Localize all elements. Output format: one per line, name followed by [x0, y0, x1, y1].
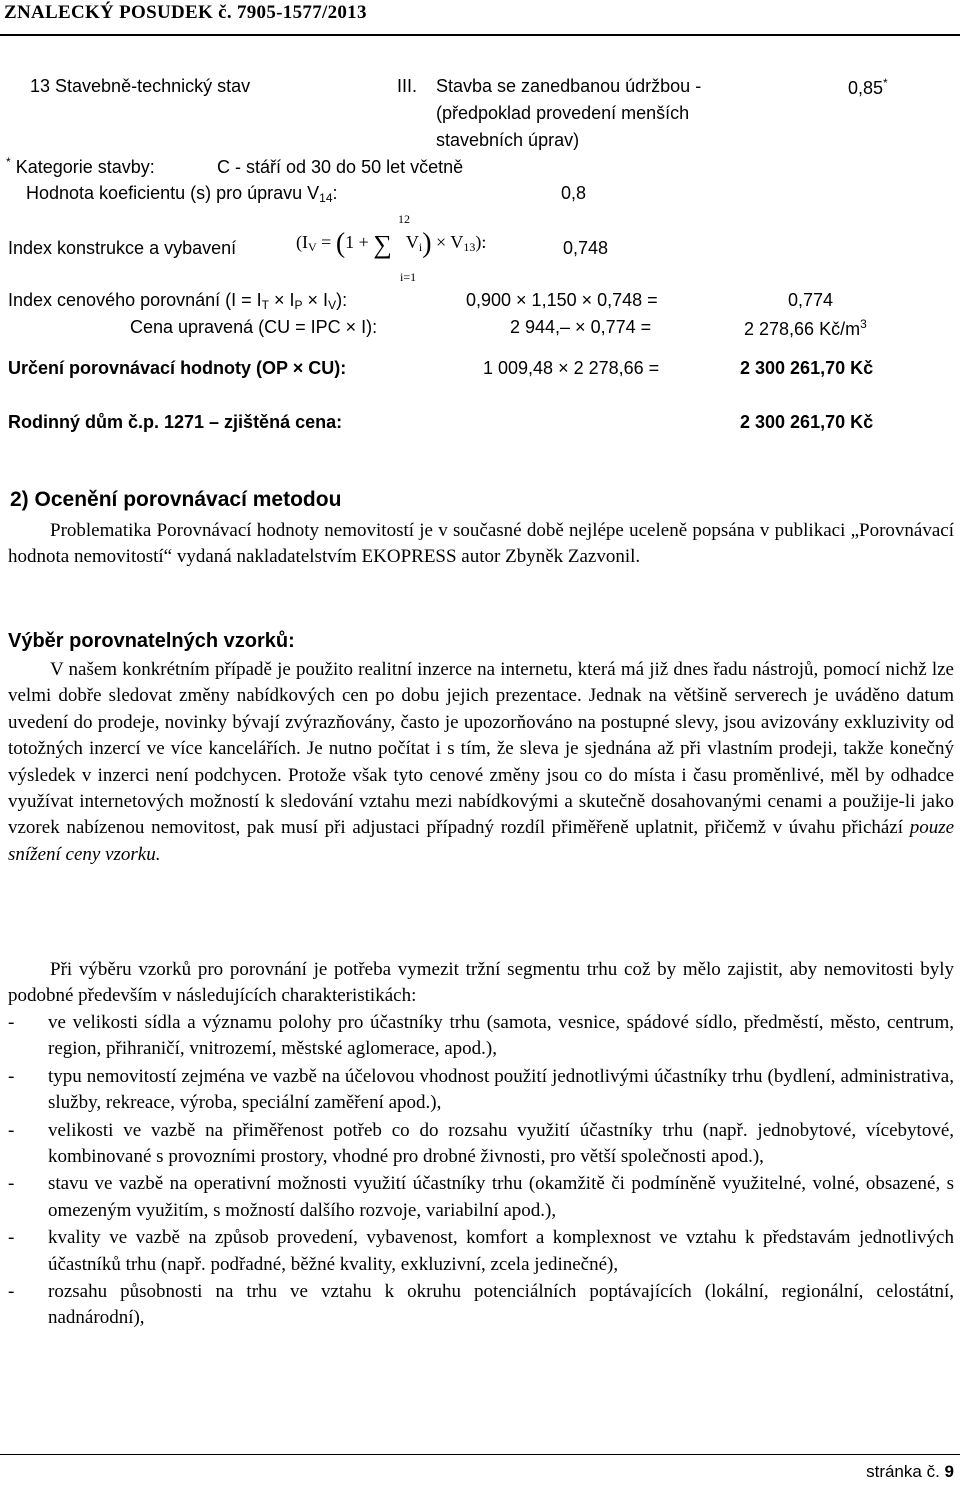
footer-rule	[0, 1454, 960, 1455]
condition-line1: Stavba se zanedbanou údržbou -	[436, 76, 702, 96]
samples-heading: Výběr porovnatelných vzorků:	[8, 630, 295, 652]
sigma-symbol: ∑	[373, 230, 392, 259]
coefficient-label: Hodnota koeficientu (s) pro úpravu $V_{14}$:	[26, 183, 338, 205]
comparative-value-calc: 1 009,48 × 2 278,66 =	[483, 358, 660, 378]
adjusted-price-value: 2 278,66 $Kč/m^3$	[744, 317, 867, 339]
section-heading: 2) Ocenění porovnávací metodou	[10, 488, 342, 511]
house-price-label: Rodinný dům č.p. 1271 – zjištěná cena:	[8, 412, 343, 432]
comparison-index-label: Index cenového porovnání $(I = I_T \times I_P \times I_V)$:	[8, 290, 348, 312]
adjusted-price-calc: 2 944,– × 0,774 =	[510, 317, 652, 337]
construction-index-value: 0,748	[563, 238, 609, 258]
construction-index-label: Index konstrukce a vybavení	[8, 238, 237, 258]
list-item: - rozsahu působnosti na trhu ve vztahu k okruhu potenciálních poptávajících (lokální, regionální, celostátní, nadnárodní),	[8, 1281, 954, 1329]
comparative-value-result: 2 300 261,70 Kč	[740, 358, 874, 378]
comparative-value-label: Určení porovnávací hodnoty (OP × CU):	[8, 358, 347, 378]
page-number: stránka č. 9	[866, 1462, 954, 1481]
condition-value: 0,85*	[848, 76, 888, 98]
document-title: ZNALECKÝ POSUDEK č. 7905-1577/2013	[4, 2, 367, 23]
condition-class: III.	[397, 76, 418, 96]
list-item: - stavu ve vazbě na operativní možnosti využití účastníky trhu (okamžitě či podmíněně využitelné, volné, obsazené, s omezeným využitím, s možností dalšího rozvoje, variabilní apod.),	[8, 1173, 954, 1221]
category-value: C - stáří od 30 do 50 let včetně	[217, 157, 464, 177]
list-item: - velikosti ve vazbě na přiměřenost potřeb co do rozsahu využití účastníky trhu (např. jednobytové, vícebytové, kombinované s provozními prostory, vhodné pro drobné živnosti, pro větší společnosti apod.),	[8, 1119, 954, 1168]
section-intro: Problematika Porovnávací hodnoty nemovitostí je v současné době nejlépe uceleně popsána v publikaci „Porovnávací hodnota nemovitostí“ vydaná nakladatelstvím EKOPRESS autor Zbyněk Zazvonil.	[8, 520, 954, 568]
adjusted-price-label: Cena upravená (CU = IPC × I):	[130, 317, 378, 337]
characteristics-list	[8, 1010, 954, 1333]
condition-line2: (předpoklad provedení menších	[436, 103, 690, 123]
list-item: - typu nemovitostí zejména ve vazbě na účelovou vhodnost použití jednotlivými účastníky trhu (bydlení, administrativa, služby, rekreace, výroba, speciální zaměření apod.),	[8, 1065, 954, 1114]
comparison-index-value: 0,774	[788, 290, 834, 310]
sigma-upper-limit: 12	[398, 212, 410, 226]
header-rule	[0, 34, 960, 36]
condition-label: 13 Stavebně-technický stav	[30, 76, 251, 96]
condition-line3: stavebních úprav)	[436, 130, 580, 150]
comparison-index-calc: 0,900 × 1,150 × 0,748 =	[466, 290, 658, 310]
samples-paragraph-1: V našem konkrétním případě je použito realitní inzerce na internetu, která má již dnes řadu nástrojů, pomocí nichž lze velmi dobře sledovat změny nabídkových cen po dobu jejich prezentace. Jednak na většině serverech je uváděno datum uvedení do prodeje, novinky bývají zvýrazňovány, často je upozorňováno na postupné slevy, jsou avizovány exkluzivity od totožných inzercí ve více kancelářích. Je nutno počítat i s tím, že sleva je sjednána až při vlastním prodeji, takže konečný výsledek v inzerci není podchycen. Protože však tyto cenové změny jsou co do místa i času proměnlivé, měl by odhadce využívat internetových možností k sledování vztahu mezi nabídkovými a skutečně dosahovanými cenami a použije-li jako vzorek nabízenou nemovitost, pak musí při adjustaci případný rozdíl přiměřeně uplatnit, přičemž v úvahu přichází pouze snížení ceny vzorku.	[8, 659, 955, 865]
samples-paragraph-2: Při výběru vzorků pro porovnání je potřeba vymezit tržní segmentu trhu což by mělo zajistit, aby nemovitosti byly podobné především v následujících charakteristikách:	[8, 959, 954, 1007]
house-price-value: 2 300 261,70 Kč	[740, 412, 874, 432]
sigma-lower-limit: i=1	[400, 270, 417, 284]
list-item: - kvality ve vazbě na způsob provedení, vybavenost, komfort a komplexnost ve vztahu k představám jednotlivých účastníků trhu (např. podřadné, běžné kvality, exkluzivní, zcela jedinečné),	[8, 1227, 954, 1275]
category-row: * Kategorie stavby:	[6, 155, 155, 177]
coefficient-value: 0,8	[561, 183, 587, 203]
list-item: - ve velikosti sídla a významu polohy pro účastníky trhu (samota, vesnice, spádové sídlo, předměstí, město, centrum, region, přihraničí, vnitrozemí, městské aglomerace, apod.),	[8, 1012, 954, 1060]
construction-index-formula: ($I_V = (1$ + ∑ $V_i) \times V_{13}$):	[296, 228, 487, 259]
